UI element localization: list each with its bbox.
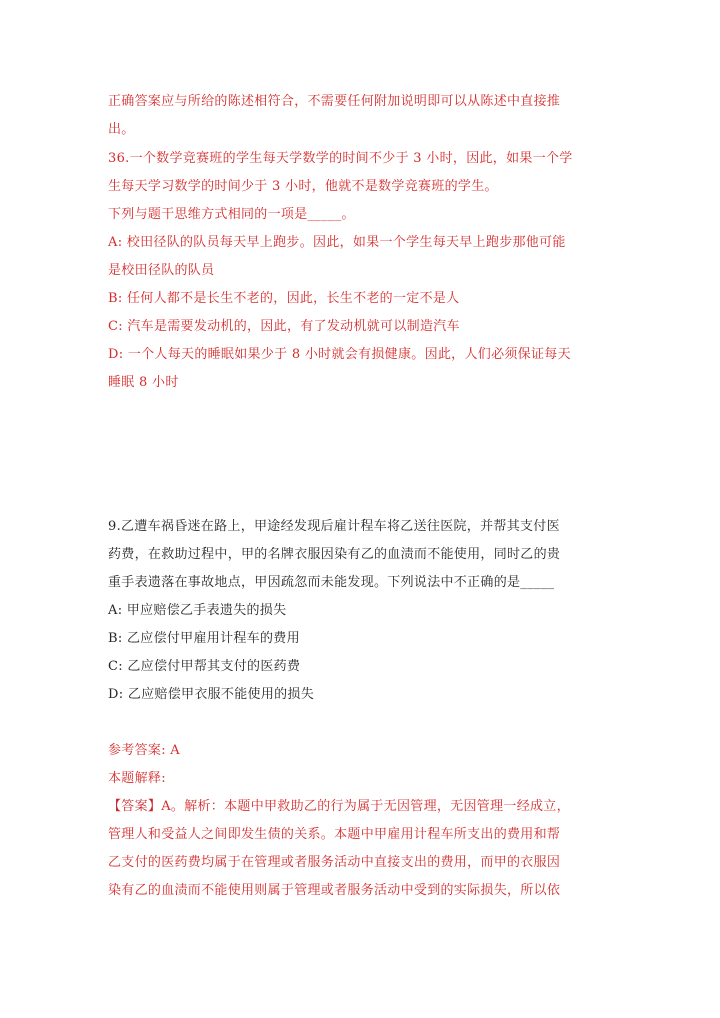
explanation-line: 管理人和受益人之间即发生债的关系。本题中甲雇用计程车所支出的费用和帮 — [108, 827, 561, 842]
reference-answer: 参考答案: A — [108, 743, 181, 758]
option-d-line: D: 一个人每天的睡眠如果少于 8 小时就会有损健康。因此，人们必须保证每天 — [108, 347, 571, 362]
option-b: B: 乙应偿付甲雇用计程车的费用 — [108, 631, 300, 646]
explanation-heading: 本题解释: — [108, 771, 166, 786]
option-a-line: 是校田径队的队员 — [108, 263, 215, 278]
line: 出。 — [108, 122, 135, 137]
question-36-line: 生每天学习数学的时间少于 3 小时，他就不是数学竞赛班的学生。 — [108, 179, 498, 194]
option-d: D: 乙应赔偿甲衣服不能使用的损失 — [108, 687, 315, 702]
explanation-text: A。解析：本题中甲救助乙的行为属于无因管理，无因管理一经成立， — [161, 799, 570, 814]
option-d-line: 睡眠 8 小时 — [108, 375, 179, 390]
question-9-line: 9.乙遭车祸昏迷在路上，甲途经发现后雇计程车将乙送往医院，并帮其支付医 — [108, 519, 560, 534]
option-c: C: 乙应偿付甲帮其支付的医药费 — [108, 659, 301, 674]
explanation-line: 乙支付的医药费均属于在管理或者服务活动中直接支出的费用，而甲的衣服因 — [108, 855, 561, 870]
explanation-line — [108, 798, 618, 816]
question-36-prompt: 下列与题干思维方式相同的一项是_____。 — [108, 207, 355, 222]
explanation-line: 染有乙的血渍而不能使用则属于管理或者服务活动中受到的实际损失，所以依 — [108, 883, 561, 898]
question-36-line: 36.一个数学竞赛班的学生每天学数学的时间不少于 3 小时，因此，如果一个学 — [108, 151, 573, 166]
question-9-line: 重手表遗落在事故地点，甲因疏忽而未能发现。下列说法中不正确的是_____ — [108, 575, 555, 590]
option-a-line: A: 校田径队的队员每天早上跑步。因此，如果一个学生每天早上跑步那他可能 — [108, 235, 566, 250]
question-9-line: 药费，在救助过程中，甲的名牌衣服因染有乙的血渍而不能使用，同时乙的贵 — [108, 547, 561, 562]
line: 正确答案应与所给的陈述相符合，不需要任何附加说明即可以从陈述中直接推 — [108, 94, 561, 109]
option-c: C: 汽车是需要发动机的，因此，有了发动机就可以制造汽车 — [108, 319, 460, 334]
option-b: B: 任何人都不是长生不老的，因此，长生不老的一定不是人 — [108, 291, 460, 306]
answer-tag: 【答案】 — [108, 799, 162, 814]
option-a: A: 甲应赔偿乙手表遗失的损失 — [108, 603, 287, 618]
